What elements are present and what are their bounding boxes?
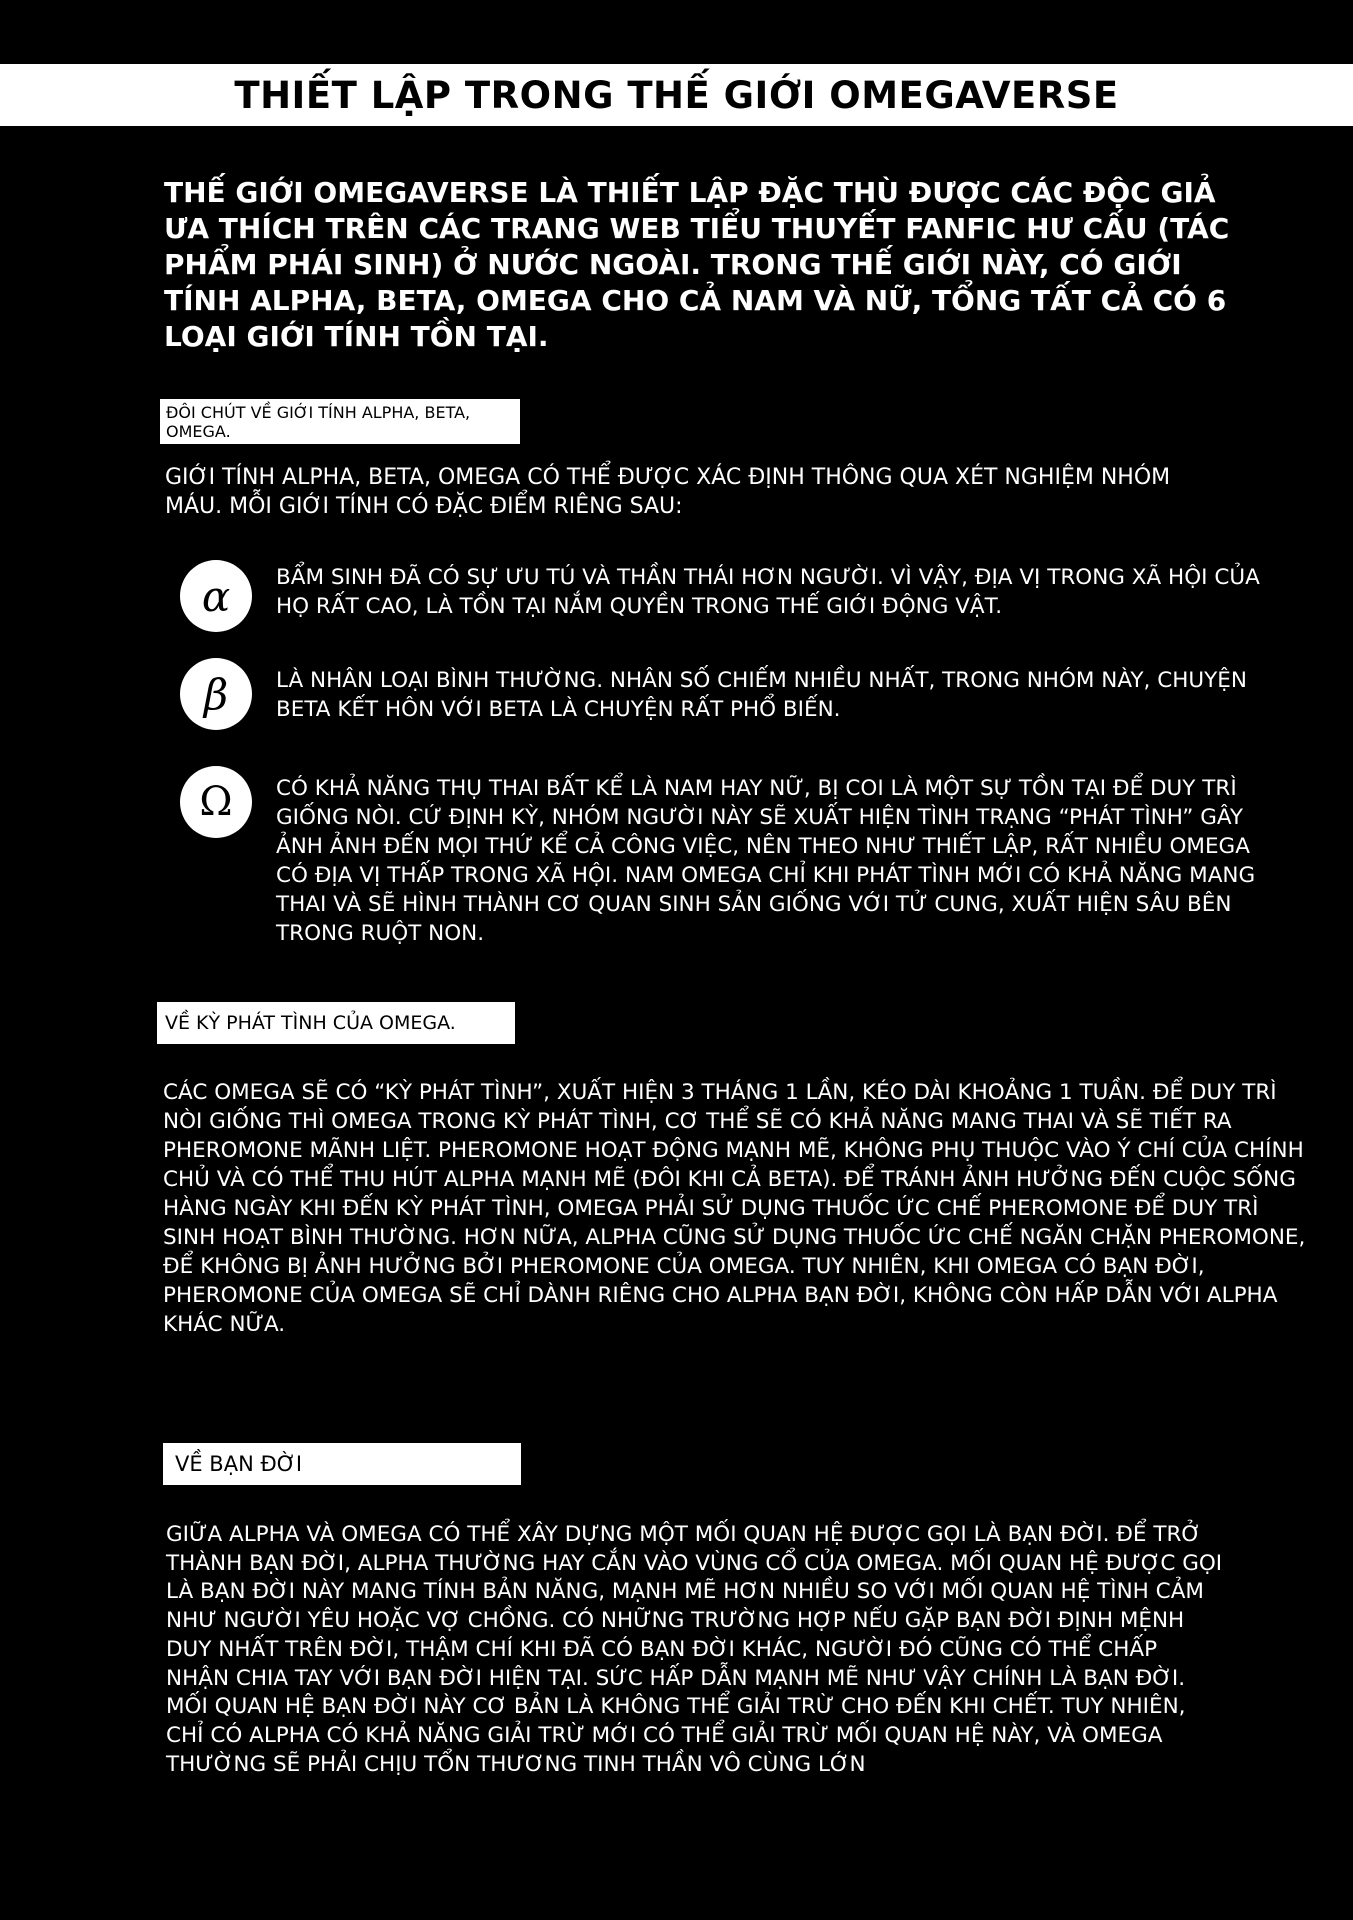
- section-label-heat: VỀ KỲ PHÁT TÌNH CỦA OMEGA.: [157, 1002, 515, 1044]
- genders-intro-paragraph: GIỚI TÍNH ALPHA, BETA, OMEGA CÓ THỂ ĐƯỢC XÁC ĐỊNH THÔNG QUA XÉT NGHIỆM NHÓM MÁU. MỖI GIỚI TÍNH CÓ ĐẶC ĐIỂM RIÊNG SAU:: [165, 465, 1171, 519]
- alpha-entry: [180, 560, 1270, 632]
- mates-paragraph: GIỮA ALPHA VÀ OMEGA CÓ THỂ XÂY DỰNG MỘT MỐI QUAN HỆ ĐƯỢC GỌI LÀ BẠN ĐỜI. ĐỂ TRỞ THÀNH BẠN ĐỜI, ALPHA THƯỜNG HAY CẮN VÀO VÙNG CỔ CỦA OMEGA. MỐI QUAN HỆ ĐƯỢC GỌI LÀ BẠN ĐỜI NÀY MANG TÍNH BẢN NĂNG, MẠNH MẼ HƠN NHIỀU SO VỚI MỐI QUAN HỆ TÌNH CẢM NHƯ NGƯỜI YÊU HOẶC VỢ CHỒNG. CÓ NHỮNG TRƯỜNG HỢP NẾU GẶP BẠN ĐỜI ĐỊNH MỆNH DUY NHẤT TRÊN ĐỜI, THẬM CHÍ KHI ĐÃ CÓ BẠN ĐỜI KHÁC, NGƯỜI ĐÓ CŨNG CÓ THỂ CHẤP NHẬN CHIA TAY VỚI BẠN ĐỜI HIỆN TẠI. SỨC HẤP DẪN MẠNH MẼ NHƯ VẬY CHÍNH LÀ BẠN ĐỜI. MỐI QUAN HỆ BẠN ĐỜI NÀY CƠ BẢN LÀ KHÔNG THỂ GIẢI TRỪ CHO ĐẾN KHI CHẾT. TUY NHIÊN, CHỈ CÓ ALPHA CÓ KHẢ NĂNG GIẢI TRỪ MỚI CÓ THỂ GIẢI TRỪ MỐI QUAN HỆ NÀY, VÀ OMEGA THƯỜNG SẼ PHẢI CHỊU TỔN THƯƠNG TINH THẦN VÔ CÙNG LỚN: [166, 1522, 1223, 1777]
- title-banner: [0, 64, 1353, 126]
- omega-description: CÓ KHẢ NĂNG THỤ THAI BẤT KỂ LÀ NAM HAY NỮ, BỊ COI LÀ MỘT SỰ TỒN TẠI ĐỂ DUY TRÌ GIỐNG NÒI. CỨ ĐỊNH KỲ, NHÓM NGƯỜI NÀY SẼ XUẤT HIỆN TÌNH TRẠNG “PHÁT TÌNH” GÂY ẢNH ẢNH ĐẾN MỌI THỨ KỂ CẢ CÔNG VIỆC, NÊN THEO NHƯ THIẾT LẬP, RẤT NHIỀU OMEGA CÓ ĐỊA VỊ THẤP TRONG XÃ HỘI. NAM OMEGA CHỈ KHI PHÁT TÌNH MỚI CÓ KHẢ NĂNG MANG THAI VÀ SẼ HÌNH THÀNH CƠ QUAN SINH SẢN GIỐNG VỚI TỬ CUNG, XUẤT HIỆN SÂU BÊN TRONG RUỘT NON.: [276, 776, 1256, 946]
- beta-entry: [180, 658, 1270, 730]
- page-title: THIẾT LẬP TRONG THẾ GIỚI OMEGAVERSE: [234, 73, 1119, 117]
- omega-entry: [180, 766, 1270, 948]
- beta-description: LÀ NHÂN LOẠI BÌNH THƯỜNG. NHÂN SỐ CHIẾM NHIỀU NHẤT, TRONG NHÓM NÀY, CHUYỆN BETA KẾT HÔN VỚI BETA LÀ CHUYỆN RẤT PHỔ BIẾN.: [276, 668, 1247, 722]
- omega-symbol-icon: Ω: [180, 766, 252, 838]
- heat-paragraph: CÁC OMEGA SẼ CÓ “KỲ PHÁT TÌNH”, XUẤT HIỆN 3 THÁNG 1 LẦN, KÉO DÀI KHOẢNG 1 TUẦN. ĐỂ DUY TRÌ NÒI GIỐNG THÌ OMEGA TRONG KỲ PHÁT TÌNH, CƠ THỂ SẼ CÓ KHẢ NĂNG MANG THAI VÀ SẼ TIẾT RA PHEROMONE MÃNH LIỆT. PHEROMONE HOẠT ĐỘNG MẠNH MẼ, KHÔNG PHỤ THUỘC VÀO Ý CHÍ CỦA CHÍNH CHỦ VÀ CÓ THỂ THU HÚT ALPHA MẠNH MẼ (ĐÔI KHI CẢ BETA). ĐỂ TRÁNH ẢNH HƯỞNG ĐẾN CUỘC SỐNG HÀNG NGÀY KHI ĐẾN KỲ PHÁT TÌNH, OMEGA PHẢI SỬ DỤNG THUỐC ỨC CHẾ PHEROMONE ĐỂ DUY TRÌ SINH HOẠT BÌNH THƯỜNG. HƠN NỮA, ALPHA CŨNG SỬ DỤNG THUỐC ỨC CHẾ NGĂN CHẶN PHEROMONE, ĐỂ KHÔNG BỊ ẢNH HƯỞNG BỞI PHEROMONE CỦA OMEGA. TUY NHIÊN, KHI OMEGA CÓ BẠN ĐỜI, PHEROMONE CỦA OMEGA SẼ CHỈ DÀNH RIÊNG CHO ALPHA BẠN ĐỜI, KHÔNG CÒN HẤP DẪN VỚI ALPHA KHÁC NỮA.: [163, 1080, 1306, 1337]
- alpha-symbol-icon: α: [180, 560, 252, 632]
- intro-paragraph: THẾ GIỚI OMEGAVERSE LÀ THIẾT LẬP ĐẶC THÙ ĐƯỢC CÁC ĐỘC GIẢ ƯA THÍCH TRÊN CÁC TRANG WEB TIỂU THUYẾT FANFIC HƯ CẤU (TÁC PHẨM PHÁI SINH) Ở NƯỚC NGOÀI. TRONG THẾ GIỚI NÀY, CÓ GIỚI TÍNH ALPHA, BETA, OMEGA CHO CẢ NAM VÀ NỮ, TỔNG TẤT CẢ CÓ 6 LOẠI GIỚI TÍNH TỒN TẠI.: [164, 176, 1230, 353]
- beta-symbol-icon: β: [180, 658, 252, 730]
- section-label-mates: VỀ BẠN ĐỜI: [163, 1443, 521, 1485]
- section-label-genders: ĐÔI CHÚT VỀ GIỚI TÍNH ALPHA, BETA, OMEGA.: [160, 399, 520, 444]
- alpha-description: BẨM SINH ĐÃ CÓ SỰ ƯU TÚ VÀ THẦN THÁI HƠN NGƯỜI. VÌ VẬY, ĐỊA VỊ TRONG XÃ HỘI CỦA HỌ RẤT CAO, LÀ TỒN TẠI NẮM QUYỀN TRONG THẾ GIỚI ĐỘNG VẬT.: [276, 565, 1260, 619]
